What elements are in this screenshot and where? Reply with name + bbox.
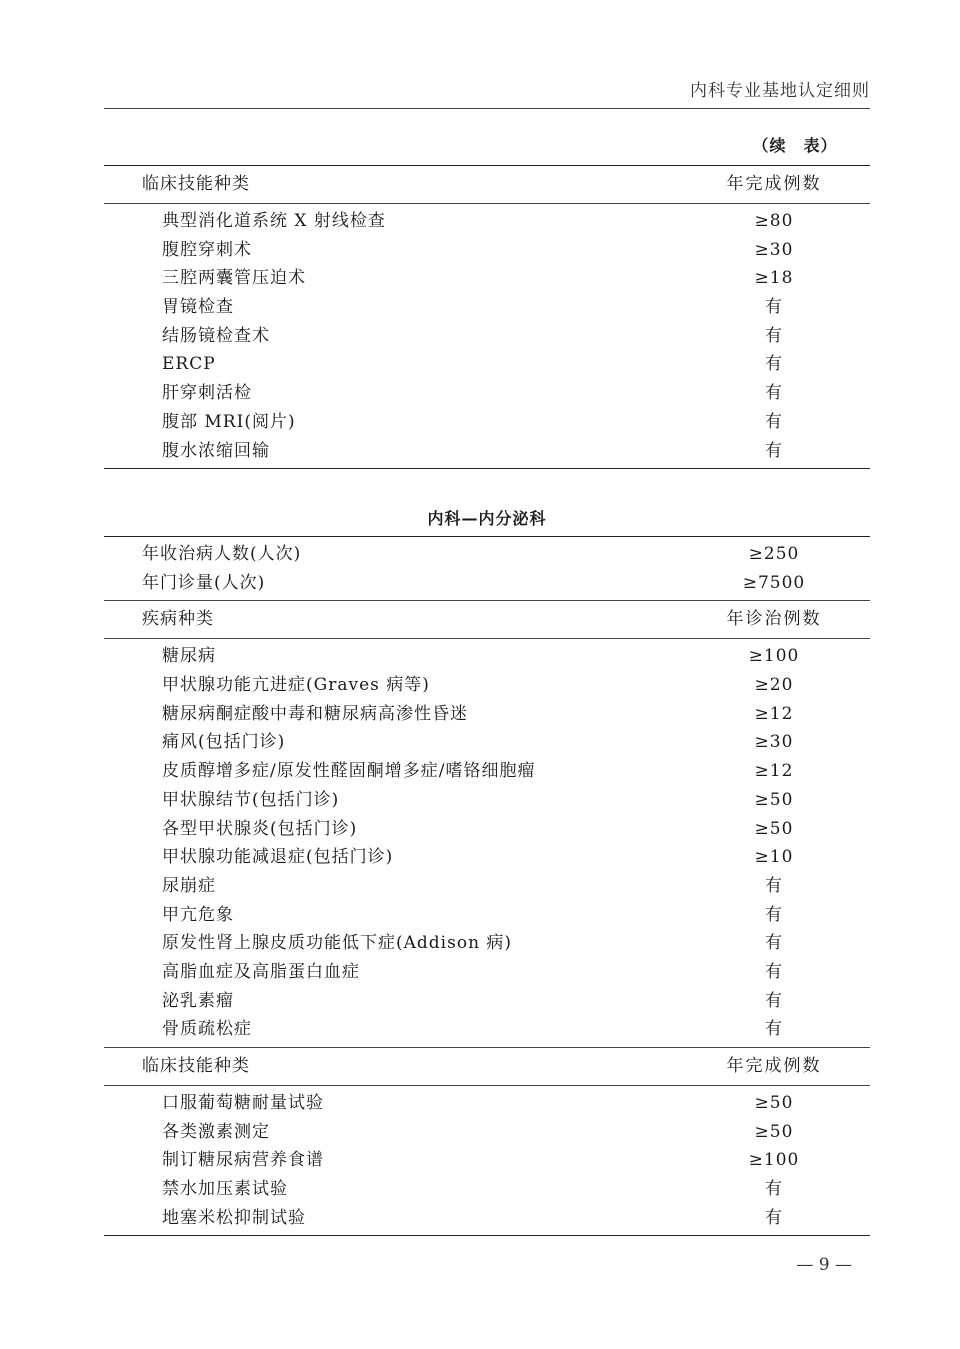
row-item-value: ≥18 <box>754 268 794 289</box>
table-row <box>104 236 870 265</box>
row-item-value: 有 <box>765 990 783 1011</box>
row-item-value: ≥12 <box>754 703 794 724</box>
row-item-value: 有 <box>765 933 783 954</box>
row-item-value: ≥250 <box>748 544 800 564</box>
row-item-value: ≥50 <box>754 789 794 810</box>
row-item-name: 地塞米松抑制试验 <box>162 1207 306 1228</box>
disease-header-row <box>104 601 870 638</box>
row-item-name: 骨质疏松症 <box>162 1019 252 1040</box>
row-item-name: 各型甲状腺炎(包括门诊) <box>162 818 358 839</box>
row-item-name: 糖尿病 <box>162 646 216 667</box>
header-skill-type: 临床技能种类 <box>142 1056 250 1076</box>
table-row <box>104 379 870 408</box>
row-item-name: 三腔两囊管压迫术 <box>162 268 306 289</box>
row-item-name: 甲状腺功能亢进症(Graves 病等) <box>162 675 430 696</box>
row-item-value: 有 <box>765 325 783 346</box>
header-annual-count: 年完成例数 <box>726 174 822 194</box>
continued-label: （续 表） <box>752 136 838 155</box>
row-item-value: ≥50 <box>754 1121 794 1142</box>
row-item-name: 各类激素测定 <box>162 1121 270 1142</box>
header-divider <box>104 108 870 109</box>
header-annual-count: 年完成例数 <box>726 1056 822 1076</box>
row-item-value: ≥30 <box>754 732 794 753</box>
row-item-value: 有 <box>765 354 783 375</box>
running-title: 内科专业基地认定细则 <box>690 81 870 101</box>
table-header-row <box>104 166 870 203</box>
table-row <box>104 987 870 1016</box>
row-item-name: 肝穿刺活检 <box>162 383 252 404</box>
page-number: — 9 — <box>796 1255 852 1275</box>
table-bottom-rule <box>104 468 870 469</box>
row-item-value: 有 <box>765 440 783 461</box>
header-annual-treated: 年诊治例数 <box>726 609 822 630</box>
table-row <box>104 1146 870 1175</box>
table-row <box>104 671 870 700</box>
table-row <box>104 1015 870 1044</box>
row-item-value: ≥50 <box>754 1093 794 1113</box>
disease-body <box>104 642 870 1044</box>
row-item-name: 制订糖尿病营养食谱 <box>162 1150 324 1171</box>
endocrinology-table <box>104 536 870 1236</box>
row-item-name: 甲亢危象 <box>162 904 234 925</box>
table-row <box>104 207 870 236</box>
row-item-name: 口服葡萄糖耐量试验 <box>162 1093 324 1113</box>
table-row <box>104 700 870 729</box>
row-item-value: 有 <box>765 904 783 925</box>
table-row <box>104 437 870 466</box>
row-item-value: 有 <box>765 875 783 896</box>
table-bottom-rule <box>104 1235 870 1236</box>
table-row <box>104 1175 870 1204</box>
row-item-value: ≥100 <box>748 1150 800 1171</box>
row-item-name: 结肠镜检查术 <box>162 325 270 346</box>
table-row <box>104 264 870 293</box>
row-item-value: 有 <box>765 1019 783 1040</box>
section-title: 内科—内分泌科 <box>427 509 547 528</box>
row-item-value: ≥100 <box>748 646 800 667</box>
table-body <box>104 207 870 465</box>
row-item-value: ≥7500 <box>742 572 806 593</box>
table-row <box>104 408 870 437</box>
table-row <box>104 728 870 757</box>
row-item-value: ≥50 <box>754 818 794 839</box>
row-item-name: 痛风(包括门诊) <box>162 732 286 753</box>
table-row <box>104 540 870 569</box>
row-item-value: ≥12 <box>754 761 794 782</box>
row-item-value: ≥10 <box>754 847 794 868</box>
table-row <box>104 843 870 872</box>
row-item-name: 皮质醇增多症/原发性醛固酮增多症/嗜铬细胞瘤 <box>162 761 536 782</box>
row-item-name: 甲状腺结节(包括门诊) <box>162 789 340 810</box>
table-row <box>104 757 870 786</box>
summary-body <box>104 540 870 597</box>
row-item-value: 有 <box>765 411 783 432</box>
table-row <box>104 929 870 958</box>
row-item-name: 年门诊量(人次) <box>142 572 266 593</box>
row-item-value: ≥80 <box>754 211 794 231</box>
row-item-name: 甲状腺功能减退症(包括门诊) <box>162 847 394 868</box>
row-item-name: 原发性肾上腺皮质功能低下症(Addison 病) <box>162 933 513 954</box>
row-item-value: 有 <box>765 383 783 404</box>
table-row <box>104 901 870 930</box>
table-row <box>104 815 870 844</box>
row-item-name: 尿崩症 <box>162 875 216 896</box>
row-item-value: ≥20 <box>754 675 794 696</box>
row-item-name: 糖尿病酮症酸中毒和糖尿病高渗性昏迷 <box>162 703 468 724</box>
skill-body <box>104 1089 870 1232</box>
row-item-name: 泌乳素瘤 <box>162 990 234 1011</box>
row-item-value: 有 <box>765 297 783 318</box>
row-item-value: ≥30 <box>754 239 794 260</box>
row-item-value: 有 <box>765 1179 783 1200</box>
table-row <box>104 350 870 379</box>
row-item-name: 胃镜检查 <box>162 297 234 318</box>
row-item-name: 高脂血症及高脂蛋白血症 <box>162 961 360 982</box>
row-item-name: 腹部 MRI(阅片) <box>162 411 296 432</box>
row-item-name: 年收治病人数(人次) <box>142 544 302 564</box>
table-row <box>104 872 870 901</box>
table-row <box>104 1118 870 1147</box>
row-item-value: 有 <box>765 961 783 982</box>
row-item-name: 腹水浓缩回输 <box>162 440 270 461</box>
table-row <box>104 642 870 671</box>
table-row <box>104 1204 870 1233</box>
row-item-name: 典型消化道系统 X 射线检查 <box>162 211 386 231</box>
row-item-name: 禁水加压素试验 <box>162 1179 288 1200</box>
table-row <box>104 322 870 351</box>
table-row <box>104 958 870 987</box>
skill-header-row <box>104 1048 870 1085</box>
row-item-name: 腹腔穿刺术 <box>162 239 252 260</box>
table-row <box>104 1089 870 1118</box>
table-row <box>104 293 870 322</box>
row-item-name: ERCP <box>162 354 216 375</box>
table-row <box>104 786 870 815</box>
skills-table-continued <box>104 165 870 469</box>
table-row <box>104 569 870 598</box>
header-skill-type: 临床技能种类 <box>142 174 250 194</box>
row-item-value: 有 <box>765 1207 783 1228</box>
header-disease-type: 疾病种类 <box>142 609 214 630</box>
